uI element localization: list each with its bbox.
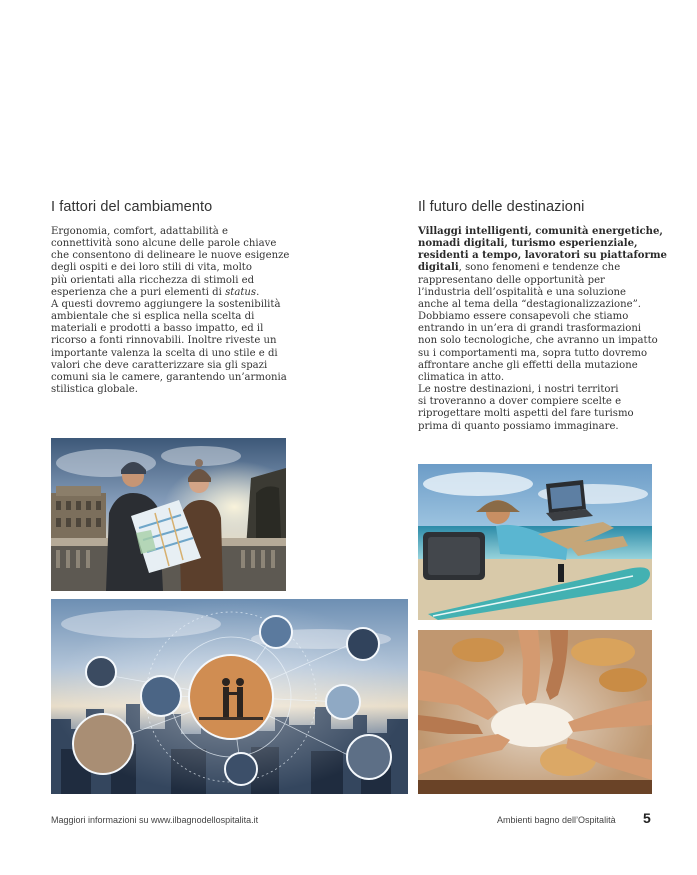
text-line: prima di quanto possiamo immaginare. (418, 420, 619, 432)
text-line: ricorso a fonti rinnovabili. Inoltre riveste un (51, 335, 277, 347)
bold-text: Villaggi intelligenti, comunità energetiche, (418, 226, 663, 237)
text-line: anche al tema della “destagionalizzazione”. (418, 298, 641, 310)
text-line: Ergonomia, comfort, adattabilità e (51, 226, 228, 237)
right-body-text (418, 226, 667, 433)
text-line: degli ospiti e dei loro stili di vita, molto (51, 262, 252, 274)
text-line: più orientati alla ricchezza di stimoli ed (51, 274, 255, 286)
text-line: Dobbiamo essere consapevoli che stiamo (418, 311, 629, 323)
footer-section-title: Ambienti bagno dell’Ospitalità (497, 815, 616, 825)
text-line: si troveranno a dover compiere scelte e (418, 396, 622, 408)
text-line: affrontare anche gli effetti della mutazione (418, 359, 638, 371)
text-line (418, 226, 667, 238)
text-segment: , sono fenomeni e tendenze che (458, 262, 621, 274)
text-line (51, 287, 289, 299)
text-line: comuni sia le camere, garantendo un’armonia (51, 371, 287, 383)
text-line: rappresentano delle opportunità per (418, 274, 605, 286)
text-line: non solo tecnologiche, che avranno un impatto (418, 335, 658, 347)
photo-hands-bread (418, 630, 652, 794)
text-segment: esperienza che a puri elementi di (51, 286, 222, 298)
text-line (418, 250, 667, 262)
text-line: riprogettare molti aspetti del fare turismo (418, 408, 634, 420)
photo-couple-map (51, 438, 286, 591)
photo-beach-laptop (418, 464, 652, 620)
text-line: ambientale che si esplica nella scelta di (51, 311, 255, 323)
text-line: climatica in atto. (418, 371, 505, 383)
status-word: status (225, 286, 257, 298)
footer-website-text: Maggiori informazioni su www.ilbagnodellospitalita.it (51, 815, 259, 825)
left-body-text (51, 226, 289, 396)
text-line (418, 238, 667, 250)
text-line: valori che deve caratterizzare sia gli spazi (51, 359, 268, 371)
text-line: entrando in un’era di grandi trasformazioni (418, 323, 642, 335)
bold-text: residenti a tempo, lavoratori su piattaforme (418, 250, 667, 262)
text-line: A questi dovremo aggiungere la sostenibilità (51, 298, 281, 310)
text-line: stilistica globale. (51, 384, 138, 396)
text-line: l’industria dell’ospitalità e una soluzione (418, 286, 626, 298)
text-line: connettività sono alcune delle parole chiave (51, 238, 277, 250)
left-heading: I fattori del cambiamento (51, 199, 213, 215)
bold-text: nomadi digitali, turismo esperienziale, (418, 238, 638, 250)
right-heading: Il futuro delle destinazioni (418, 199, 585, 215)
photo-city-network (51, 599, 408, 794)
text-line: importante valenza la scelta di uno stile e di (51, 347, 278, 359)
text-line (418, 262, 667, 274)
text-segment: . (256, 286, 260, 298)
bold-text: digitali (418, 262, 459, 274)
text-line: materiali e prodotti a basso impatto, ed il (51, 323, 264, 335)
page-number: 5 (643, 810, 651, 826)
text-line: su i comportamenti ma, sopra tutto dovremo (418, 347, 648, 359)
text-line: che consentono di delineare le nuove esigenze (51, 250, 290, 262)
text-line: Le nostre destinazioni, i nostri territori (418, 384, 619, 396)
